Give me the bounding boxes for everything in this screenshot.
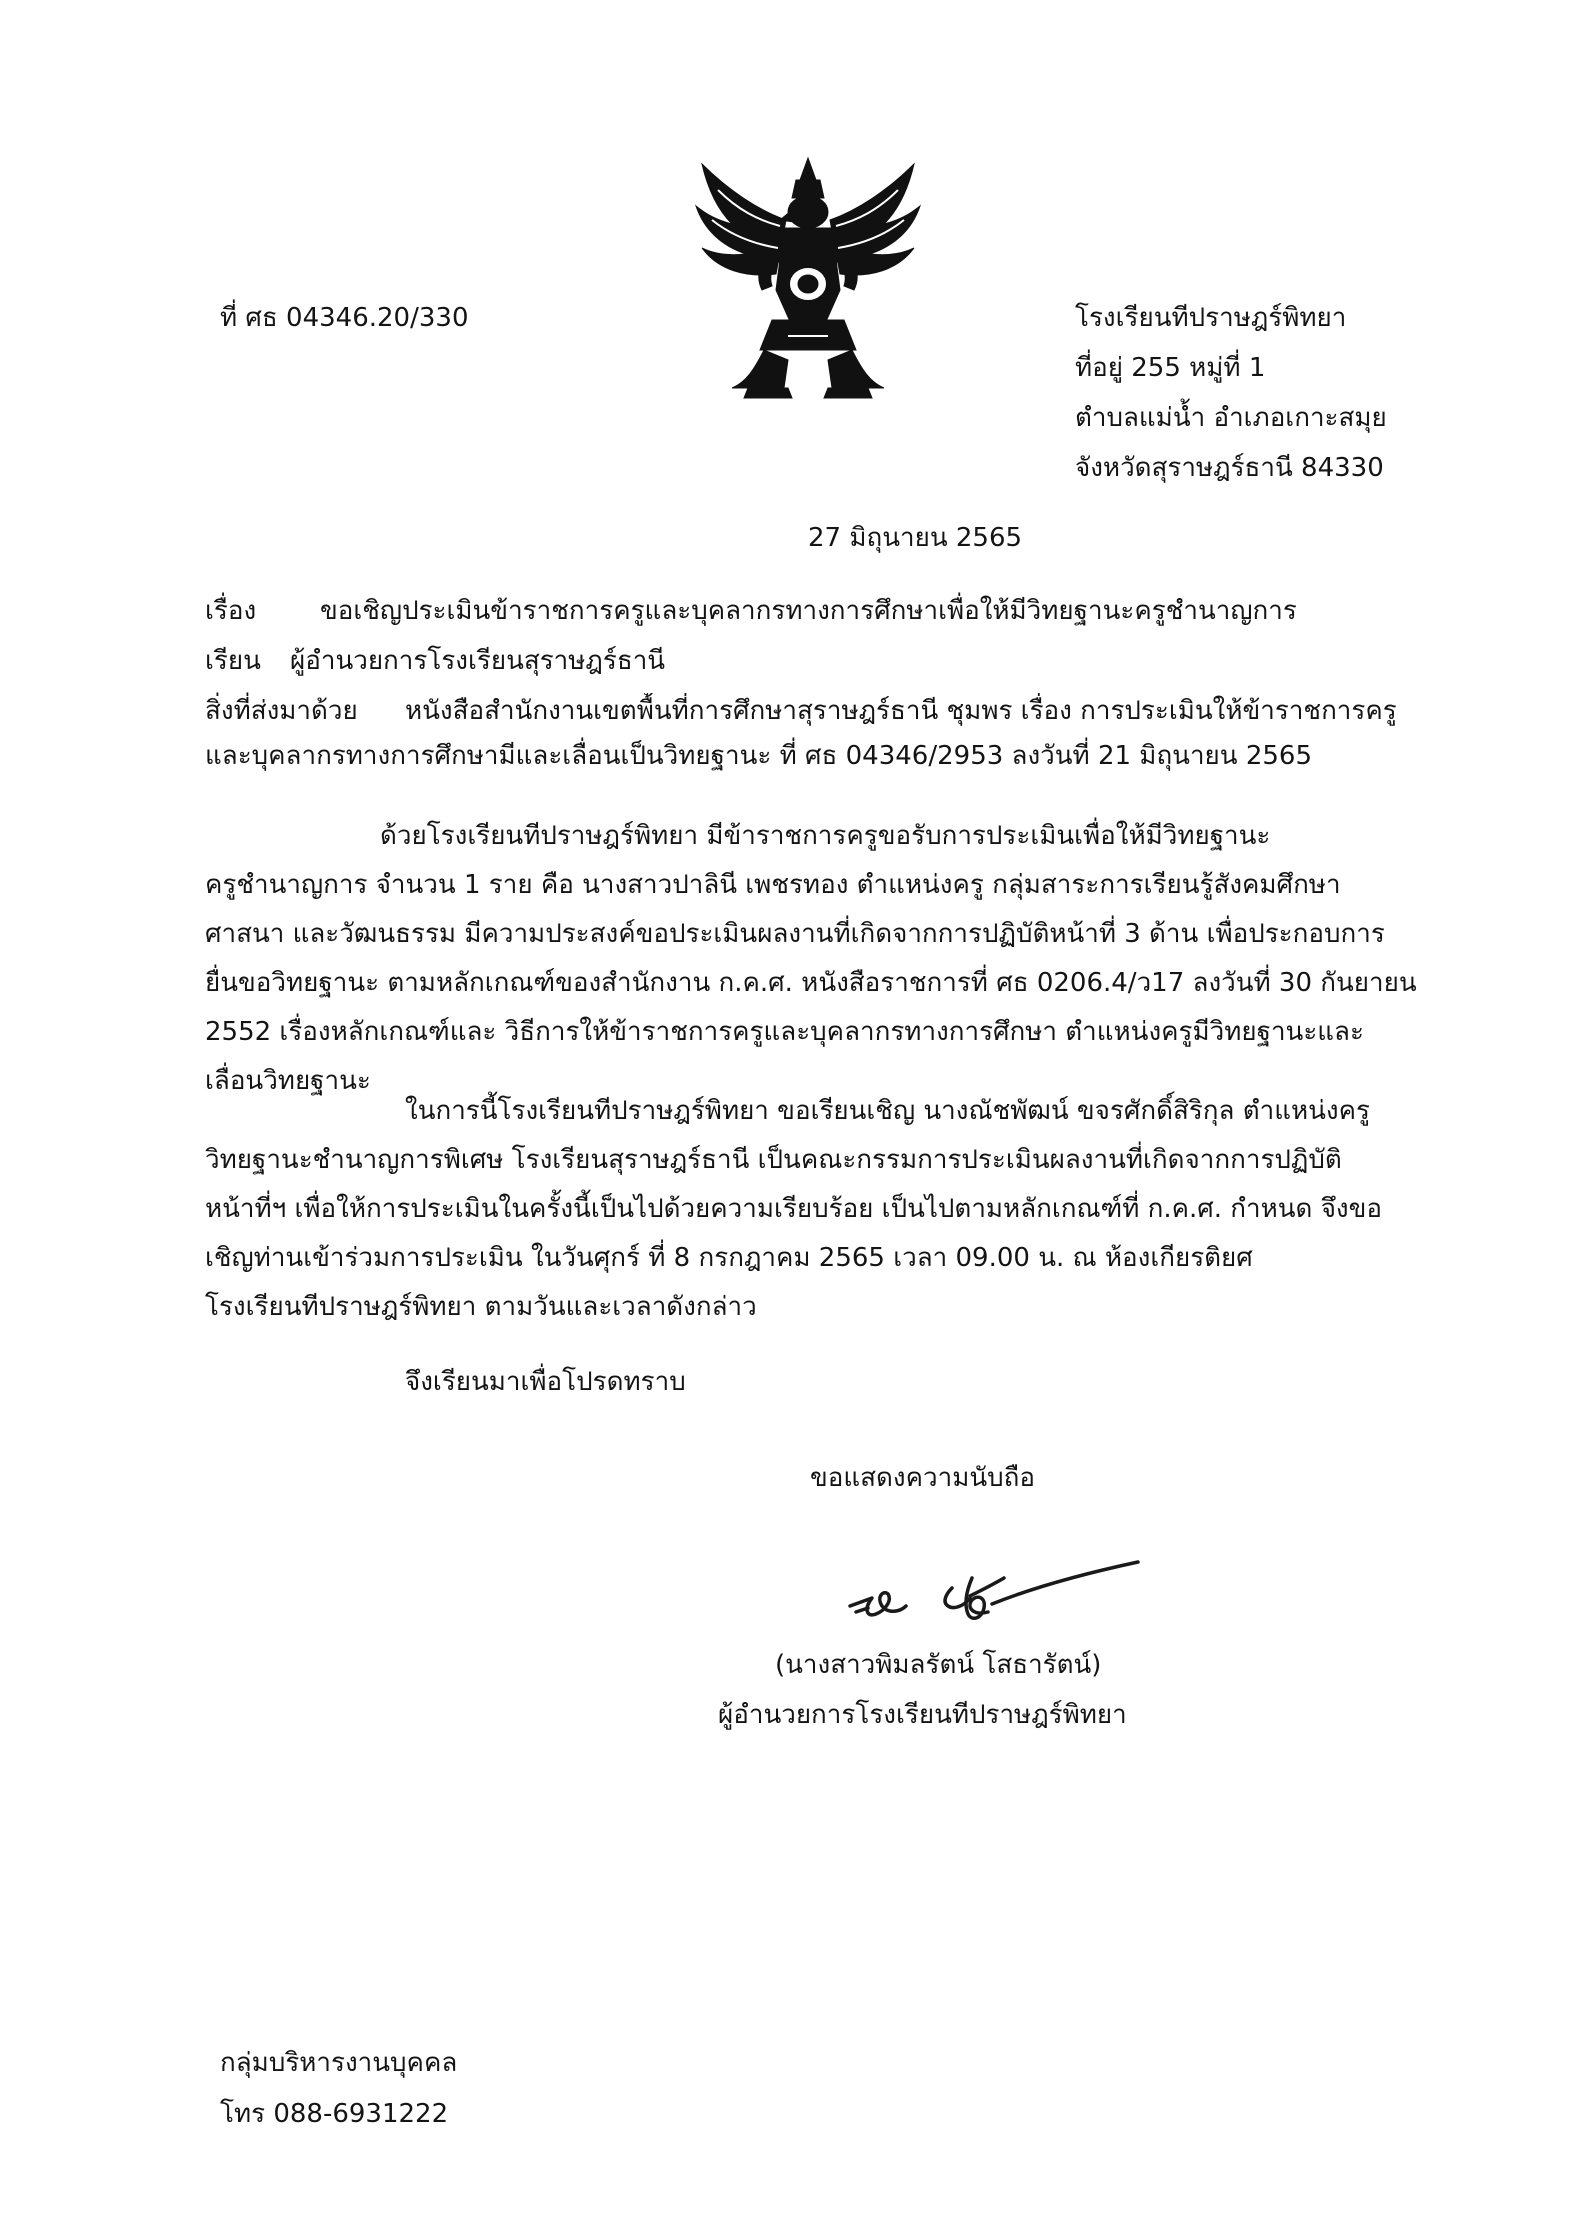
garuda-emblem [688,150,928,400]
salutation: ขอแสดงความนับถือ [810,1463,1035,1493]
paragraph-2-line: เชิญท่านเข้าร่วมการประเมิน ในวันศุกร์ ที่ 8 กรกฎาคม 2565 เวลา 09.00 น. ณ ห้องเกียรติยศ [205,1243,1253,1273]
paragraph-2-line: ในการนี้โรงเรียนทีปราษฎร์พิทยา ขอเรียนเชิญ นางณัชพัฒน์ ขจรศักดิ์สิริกุล ตำแหน่งครู [405,1096,1370,1126]
recipient-text: ผู้อำนวยการโรงเรียนสุราษฎร์ธานี [290,646,666,676]
sender-address-line2: ตำบลแม่น้ำ อำเภอเกาะสมุย [1075,403,1387,433]
reference-number: ที่ ศธ 04346.20/330 [220,303,469,333]
paragraph-2-line: โรงเรียนทีปราษฎร์พิทยา ตามวันและเวลาดังกล่าว [205,1292,757,1322]
sender-address-line1: ที่อยู่ 255 หมู่ที่ 1 [1075,353,1266,383]
signatory-name: (นางสาวพิมลรัตน์ โสธารัตน์) [775,1650,1102,1680]
paragraph-1-line: 2552 เรื่องหลักเกณฑ์และ วิธีการให้ข้าราชการครูและบุคลากรทางการศึกษา ตำแหน่งครูมีวิทยฐานะและ [205,1017,1364,1047]
recipient-label: เรียน [205,646,261,676]
subject-text: ขอเชิญประเมินข้าราชการครูและบุคลากรทางการศึกษาเพื่อให้มีวิทยฐานะครูชำนาญการ [320,596,1297,626]
signature [842,1548,1142,1638]
letter-date: 27 มิถุนายน 2565 [808,523,1023,553]
sender-address-line3: จังหวัดสุราษฎร์ธานี 84330 [1075,453,1384,483]
signatory-title: ผู้อำนวยการโรงเรียนทีปราษฎร์พิทยา [718,1700,1127,1730]
subject-label: เรื่อง [205,596,257,626]
closing-request: จึงเรียนมาเพื่อโปรดทราบ [405,1367,686,1397]
paragraph-1-line: ครูชำนาญการ จำนวน 1 ราย คือ นางสาวปาลินี เพชรทอง ตำแหน่งครู กลุ่มสาระการเรียนรู้สังคมศึกษา [205,870,1341,900]
paragraph-1-line: ศาสนา และวัฒนธรรม มีความประสงค์ขอประเมินผลงานที่เกิดจากการปฏิบัติหน้าที่ 3 ด้าน เพื่อประกอบการ [205,919,1385,949]
body-paragraph-1 [205,812,1425,1106]
enclosure-label: สิ่งที่ส่งมาด้วย [205,696,358,726]
footer-phone: โทร 088-6931222 [220,2099,449,2129]
sender-name: โรงเรียนทีปราษฎร์พิทยา [1075,303,1347,333]
enclosure-line2: และบุคลากรทางการศึกษามีและเลื่อนเป็นวิทยฐานะ ที่ ศธ 04346/2953 ลงวันที่ 21 มิถุนายน 2565 [205,741,1312,771]
paragraph-1-line: ยื่นขอวิทยฐานะ ตามหลักเกณฑ์ของสำนักงาน ก.ค.ศ. หนังสือราชการที่ ศธ 0206.4/ว17 ลงวันที่ 30 กันยายน [205,968,1417,998]
enclosure-line1: หนังสือสำนักงานเขตพื้นที่การศึกษาสุราษฎร์ธานี ชุมพร เรื่อง การประเมินให้ข้าราชการครู [405,696,1397,726]
body-paragraph-2 [205,1087,1425,1332]
paragraph-1-line: ด้วยโรงเรียนทีปราษฎร์พิทยา มีข้าราชการครูขอรับการประเมินเพื่อให้มีวิทยฐานะ [380,821,1271,851]
paragraph-2-line: หน้าที่ฯ เพื่อให้การประเมินในครั้งนี้เป็นไปด้วยความเรียบร้อย เป็นไปตามหลักเกณฑ์ที่ ก.ค.ศ. กำหนด จึงขอ [205,1194,1383,1224]
paragraph-1-line: เลื่อนวิทยฐานะ [205,1066,371,1096]
footer-department: กลุ่มบริหารงานบุคคล [220,2048,458,2078]
paragraph-2-line: วิทยฐานะชำนาญการพิเศษ โรงเรียนสุราษฎร์ธานี เป็นคณะกรรมการประเมินผลงานที่เกิดจากการปฏิบัติ [205,1145,1342,1175]
